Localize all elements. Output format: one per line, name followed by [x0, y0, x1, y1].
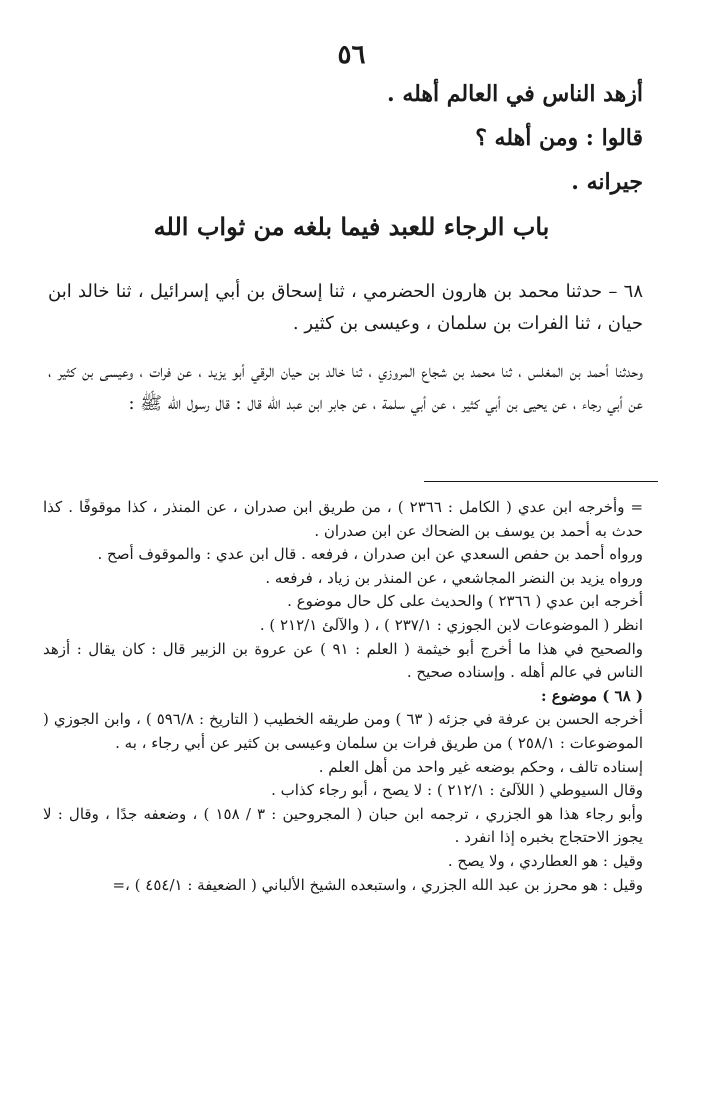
chapter-heading: باب الرجاء للعبد فيما بلغه من ثواب الله	[153, 212, 550, 241]
footnote-line: إسناده تالف ، وحكم بوضعه غير واحد من أهل العلم .	[318, 757, 643, 776]
footnote-line: وقيل : هو محرز بن عبد الله الجزري ، واستبعده الشيخ الألباني ( الضعيفة : ٤٥٤/١ ) ،=	[112, 875, 643, 894]
intro-block	[43, 72, 643, 204]
second-chain-text: وحدثنا أحمد بن المغلس ، ثنا محمد بن شجاع المروزي ، ثنا خالد بن حيان الرقي أبو يزيد ، عن فرات ، وعيسى بن كثير ، عن أبي رجاء ، عن يحيى بن أبي كثير ، عن أبي سلمة ، عن جابر ابن عبد الله قال : قال رسول الله ﷺ :	[48, 361, 643, 414]
footnote-line: أخرجه الحسن بن عرفة في جزئه ( ٦٣ ) ومن طريقه الخطيب ( التاريخ : ٥٩٦/٨ ) ، وابن الجوزي ( الموضوعات : ٢٥٨/١ ) من طريق فرات بن سلمان وعيسى بن كثير عن أبي رجاء ، به .	[43, 710, 643, 752]
footnote-line: والصحيح في هذا ما أخرج أبو خيثمة ( العلم : ٩١ ) عن عروة بن الزبير قال : كان يقال : أزهد الناس في عالم أهله . وإسناده صحيح .	[43, 639, 643, 682]
footnote-line: ورواه يزيد بن النضر المجاشعي ، عن المنذر بن زياد ، فرفعه .	[265, 568, 643, 587]
footnote-line: انظر ( الموضوعات لابن الجوزي : ٢٣٧/١ ) ، ( والآلئ ٢١٢/١ ) .	[259, 615, 643, 634]
footnotes-block	[43, 496, 643, 897]
second-chain-paragraph	[48, 356, 643, 420]
footnote-line: وقيل : هو العطاردي ، ولا يصح .	[447, 851, 643, 870]
footnote-line: أخرجه ابن عدي ( ٢٣٦٦ ) والحديث على كل حال موضوع .	[287, 592, 643, 611]
footnote-separator	[424, 481, 658, 482]
intro-line: أزهد الناس في العالم أهله .	[387, 81, 643, 107]
footnote-line: وقال السيوطي ( اللآلئ : ٢١٢/١ ) : لا يصح ، أبو رجاء كذاب .	[271, 781, 643, 800]
footnote-heading-68: ( ٦٨ ) موضوع :	[541, 686, 643, 705]
page-number: ٥٦	[337, 40, 366, 70]
intro-line: جيرانه .	[571, 169, 643, 195]
footnote-line: = وأخرجه ابن عدي ( الكامل : ٢٣٦٦ ) ، من طريق ابن صدران ، عن المنذر ، كذا موقوفًا . كذا حدث به أحمد بن يوسف بن الضحاك عن ابن صدران .	[43, 498, 644, 540]
hadith-68-text: ٦٨ – حدثنا محمد بن هارون الحضرمي ، ثنا إسحاق بن أبي إسرائيل ، ثنا خالد ابن حيان ، ثنا الفرات بن سلمان ، وعيسى بن كثير .	[48, 281, 643, 334]
intro-line: قالوا : ومن أهله ؟	[475, 125, 643, 151]
footnote-line: ورواه أحمد بن حفص السعدي عن ابن صدران ، فرفعه . قال ابن عدي : والموقوف أصح .	[97, 545, 643, 564]
hadith-68-paragraph	[48, 276, 643, 340]
footnote-line: وأبو رجاء هذا هو الجزري ، ترجمه ابن حبان ( المجروحين : ٣ / ١٥٨ ) ، وضعفه جدًا ، وقال : لا يجوز الاحتجاج بخبره إذا انفرد .	[43, 804, 643, 847]
